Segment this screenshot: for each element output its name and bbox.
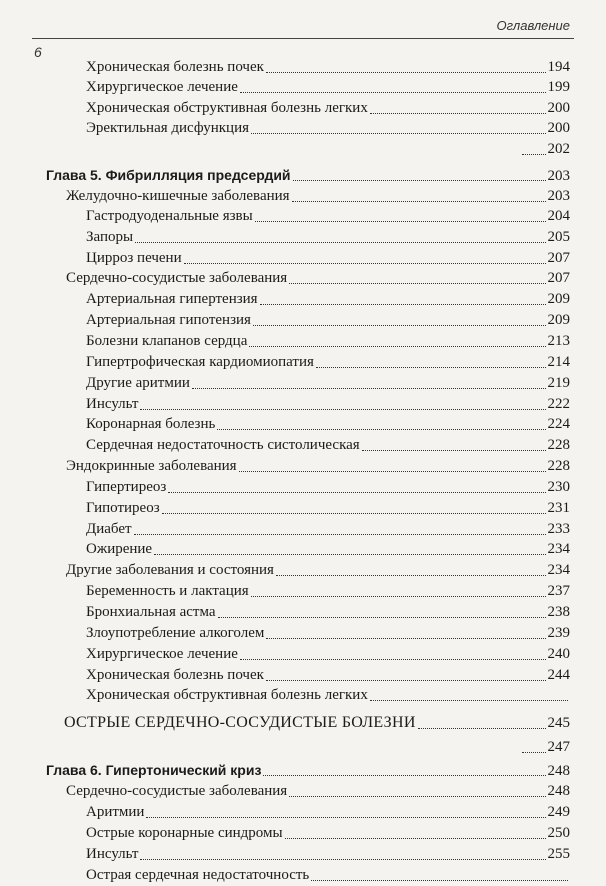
toc-entry: [86, 843, 570, 865]
toc-entry-page: 207: [547, 270, 570, 286]
toc-entry-continuation: [520, 736, 570, 758]
toc-entry: [86, 288, 570, 310]
toc-entry-title: Цирроз печени: [86, 250, 182, 266]
toc-entry: [46, 164, 570, 186]
toc-leader-dots: [255, 221, 546, 222]
toc-leader-dots: [184, 263, 546, 264]
toc-entry-title: Другие аритмии: [86, 375, 190, 391]
toc-entry-title: Злоупотребление алкоголем: [86, 625, 265, 641]
toc-entry-page: 203: [547, 188, 570, 204]
toc-entry-page: 214: [547, 354, 570, 370]
toc-leader-dots: [135, 242, 545, 243]
toc-entry: [86, 643, 570, 665]
toc-entry: [86, 247, 570, 269]
toc-entry-page: 239: [547, 625, 570, 641]
toc-leader-dots: [289, 283, 545, 284]
toc-leader-dots: [370, 113, 546, 114]
toc-leader-dots: [289, 796, 545, 797]
toc-leader-dots: [253, 325, 546, 326]
toc-entry: [86, 434, 570, 456]
toc-entry: [86, 538, 570, 560]
toc-entry-title: Сердечно-сосудистые заболевания: [66, 783, 288, 799]
toc-entry-title: Сердечная недостаточность систолическая: [86, 437, 360, 453]
toc-leader-dots: [276, 575, 546, 576]
toc-entry-title: Острые коронарные синдромы: [86, 825, 283, 841]
toc-entry-title: Инсульт: [86, 396, 139, 412]
toc-entry-title: Ожирение: [86, 541, 153, 557]
toc-entry: [86, 309, 570, 331]
toc-leader-dots: [134, 534, 546, 535]
toc-leader-dots: [162, 513, 546, 514]
toc-leader-dots: [140, 409, 545, 410]
toc-leader-dots: [418, 728, 546, 729]
toc-leader-dots: [192, 388, 546, 389]
toc-entry-title: Глава 6. Гипертонический криз: [46, 762, 262, 778]
toc-entry-title: Болезни клапанов сердца: [86, 333, 248, 349]
toc-entry-page: 200: [547, 100, 570, 116]
toc-entry-title: Острая сердечная недостаточность: [86, 867, 310, 883]
toc-entry: [86, 684, 570, 706]
header-rule: [32, 38, 574, 39]
toc-entry-title: Гипертрофическая кардиомиопатия: [86, 354, 314, 370]
toc-entry-page: 245: [547, 715, 570, 731]
toc-entry-title: Артериальная гипотензия: [86, 312, 251, 328]
toc-entry-page: 219: [547, 375, 570, 391]
toc-leader-dots: [168, 492, 545, 493]
toc-entry-title: Бронхиальная астма: [86, 604, 216, 620]
toc-leader-dots: [362, 450, 546, 451]
toc-entry-page: 247: [547, 739, 570, 755]
toc-entry-page: 200: [547, 120, 570, 136]
toc-leader-dots: [266, 72, 546, 73]
toc-entry-page: 205: [547, 229, 570, 245]
toc-entry-title: Хирургическое лечение: [86, 79, 238, 95]
toc-entry-page: 202: [547, 141, 570, 157]
toc-leader-dots: [522, 752, 546, 753]
toc-entry: [86, 580, 570, 602]
toc-entry: [86, 76, 570, 98]
toc-leader-dots: [266, 680, 546, 681]
toc-entry-page: 237: [547, 583, 570, 599]
toc-entry-title: Коронарная болезнь: [86, 416, 216, 432]
toc-entry-title: Хроническая болезнь почек: [86, 59, 264, 75]
toc-leader-dots: [293, 180, 546, 181]
toc-leader-dots: [522, 154, 546, 155]
toc-entry-title: Гипертиреоз: [86, 479, 167, 495]
toc-entry-title: Сердечно-сосудистые заболевания: [66, 270, 288, 286]
running-head: Оглавление: [496, 18, 570, 33]
toc-entry-page: 209: [547, 291, 570, 307]
toc-leader-dots: [154, 554, 545, 555]
toc-entry-title: Глава 5. Фибрилляция предсердий: [46, 167, 291, 183]
toc-entry: [86, 226, 570, 248]
toc-entry-title: Хроническая болезнь почек: [86, 667, 264, 683]
toc-entry: [86, 476, 570, 498]
toc-entry: [86, 117, 570, 139]
toc-entry-title: Хирургическое лечение: [86, 646, 238, 662]
toc-entry: [86, 822, 570, 844]
toc-entry-continuation: [520, 138, 570, 160]
toc-entry: [46, 759, 570, 781]
toc-entry-title: Беременность и лактация: [86, 583, 249, 599]
toc-entry-page: 250: [547, 825, 570, 841]
toc-leader-dots: [240, 659, 546, 660]
toc-entry-title: Аритмии: [86, 804, 145, 820]
toc-entry-title: Гипотиреоз: [86, 500, 160, 516]
toc-entry-page: 244: [547, 667, 570, 683]
toc-entry: [86, 664, 570, 686]
toc-leader-dots: [217, 429, 545, 430]
toc-leader-dots: [239, 471, 546, 472]
toc-leader-dots: [218, 617, 546, 618]
toc-entry: [86, 351, 570, 373]
toc-entry-title: Гастродуоденальные язвы: [86, 208, 253, 224]
toc-leader-dots: [260, 304, 546, 305]
toc-entry: [66, 780, 570, 802]
toc-entry-title: Эндокринные заболевания: [66, 458, 237, 474]
toc-entry-page: 249: [547, 804, 570, 820]
toc-entry-page: 231: [547, 500, 570, 516]
toc-entry: [86, 622, 570, 644]
toc-entry: [86, 97, 570, 119]
toc-entry-title: ОСТРЫЕ СЕРДЕЧНО-СОСУДИСТЫЕ БОЛЕЗНИ: [64, 714, 416, 731]
toc-leader-dots: [316, 367, 546, 368]
toc-entry: [64, 712, 570, 734]
toc-entry-page: 199: [547, 79, 570, 95]
toc-entry-title: Инсульт: [86, 846, 139, 862]
toc-leader-dots: [285, 838, 546, 839]
toc-leader-dots: [240, 92, 546, 93]
toc-leader-dots: [249, 346, 545, 347]
toc-entry: [86, 393, 570, 415]
toc-entry-title: Эректильная дисфункция: [86, 120, 250, 136]
toc-entry-page: 238: [547, 604, 570, 620]
toc-leader-dots: [311, 880, 568, 881]
toc-entry-page: 207: [547, 250, 570, 266]
toc-entry-page: 240: [547, 646, 570, 662]
toc-entry-page: 233: [547, 521, 570, 537]
toc-entry: [66, 455, 570, 477]
toc-entry-title: Хроническая обструктивная болезнь легких: [86, 100, 368, 116]
toc-entry-page: 222: [547, 396, 570, 412]
toc-leader-dots: [251, 596, 546, 597]
toc-entry: [66, 267, 570, 289]
toc-entry: [86, 372, 570, 394]
toc-entry-page: 228: [547, 458, 570, 474]
toc-entry-title: Диабет: [86, 521, 132, 537]
toc-entry-page: 224: [547, 416, 570, 432]
toc-entry-page: 255: [547, 846, 570, 862]
toc-entry-page: 228: [547, 437, 570, 453]
toc-entry-page: 203: [547, 168, 570, 184]
toc-leader-dots: [263, 775, 545, 776]
toc-entry-page: 194: [547, 59, 570, 75]
toc-entry: [86, 518, 570, 540]
toc-entry-page: 213: [547, 333, 570, 349]
toc-entry: [86, 601, 570, 623]
toc-entry-title: Артериальная гипертензия: [86, 291, 258, 307]
toc-entry: [66, 559, 570, 581]
toc-entry-page: 209: [547, 312, 570, 328]
toc-entry-page: 248: [547, 763, 570, 779]
toc-entry-page: 230: [547, 479, 570, 495]
toc-leader-dots: [266, 638, 545, 639]
toc-entry-title: Другие заболевания и состояния: [66, 562, 274, 578]
toc-leader-dots: [292, 201, 546, 202]
toc-leader-dots: [140, 859, 545, 860]
toc-entry-page: 248: [547, 783, 570, 799]
toc-leader-dots: [370, 700, 568, 701]
toc-entry: [86, 801, 570, 823]
toc-entry-page: 204: [547, 208, 570, 224]
toc-entry: [86, 56, 570, 78]
toc-entry: [86, 330, 570, 352]
toc-entry: [66, 185, 570, 207]
toc-entry-page: 234: [547, 562, 570, 578]
toc-entry: [86, 413, 570, 435]
toc-entry-title: Желудочно-кишечные заболевания: [66, 188, 290, 204]
toc-leader-dots: [146, 817, 545, 818]
toc-entry: [86, 497, 570, 519]
toc-leader-dots: [251, 133, 545, 134]
toc-entry-title: Запоры: [86, 229, 134, 245]
toc-entry-title: Хроническая обструктивная болезнь легких: [86, 687, 368, 703]
toc-entry: [86, 205, 570, 227]
toc-entry: [86, 864, 570, 886]
toc-entry-page: 234: [547, 541, 570, 557]
page-number: 6: [34, 44, 42, 60]
